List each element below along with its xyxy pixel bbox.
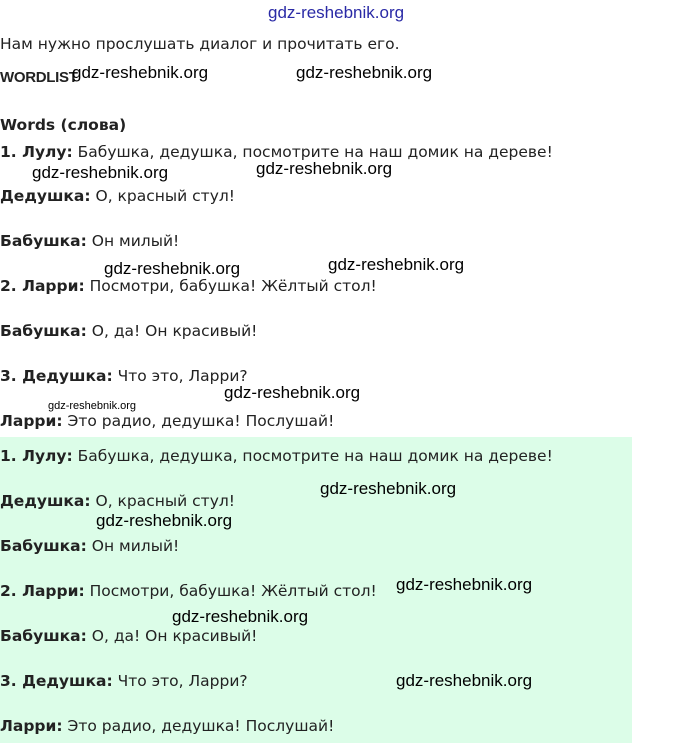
watermark: gdz-reshebnik.org <box>172 607 309 626</box>
speaker: 2. Ларри: <box>0 277 85 295</box>
speaker: 1. Лулу: <box>0 143 73 161</box>
line-text: О, красный стул! <box>90 187 235 205</box>
line-text: Он милый! <box>86 537 180 555</box>
speaker: 1. Лулу: <box>0 447 73 465</box>
line-text: Посмотри, бабушка! Жёлтый стол! <box>84 277 377 295</box>
speaker: Бабушка: <box>0 627 87 645</box>
watermark: gdz-reshebnik.org <box>224 383 361 402</box>
dialog-line <box>0 322 257 340</box>
dialog-line-highlighted <box>0 672 248 690</box>
dialog-line-highlighted <box>0 492 235 510</box>
watermark: gdz-reshebnik.org <box>328 255 465 274</box>
watermark-small: gdz-reshebnik.org <box>48 400 137 412</box>
speaker: Дедушка: <box>0 492 91 510</box>
watermark: gdz-reshebnik.org <box>296 63 433 82</box>
dialog-line <box>0 277 377 295</box>
dialog-line <box>0 412 334 430</box>
line-text: Посмотри, бабушка! Жёлтый стол! <box>84 582 377 600</box>
line-text: Это радио, дедушка! Послушай! <box>62 412 335 430</box>
watermark-top: gdz-reshebnik.org <box>268 3 405 22</box>
watermark: gdz-reshebnik.org <box>320 479 457 498</box>
speaker: 3. Дедушка: <box>0 672 113 690</box>
line-text: О, да! Он красивый! <box>86 322 258 340</box>
speaker: Дедушка: <box>0 187 91 205</box>
watermark: gdz-reshebnik.org <box>32 163 169 182</box>
line-text: Бабушка, дедушка, посмотрите на наш домик на дереве! <box>72 447 553 465</box>
dialog-line-highlighted <box>0 447 553 465</box>
dialog-line <box>0 232 179 250</box>
dialog-line-highlighted <box>0 717 334 735</box>
line-text: О, да! Он красивый! <box>86 627 258 645</box>
speaker: Ларри: <box>0 717 63 735</box>
intro-text: Нам нужно прослушать диалог и прочитать его. <box>0 35 400 53</box>
watermark: gdz-reshebnik.org <box>104 259 241 278</box>
line-text: Это радио, дедушка! Послушай! <box>62 717 335 735</box>
speaker: 2. Ларри: <box>0 582 85 600</box>
line-text: Что это, Ларри? <box>112 367 248 385</box>
speaker: Бабушка: <box>0 232 87 250</box>
dialog-line <box>0 187 235 205</box>
line-text: Бабушка, дедушка, посмотрите на наш домик на дереве! <box>72 143 553 161</box>
wordlist-heading: WORDLIST <box>0 69 78 86</box>
speaker: 3. Дедушка: <box>0 367 113 385</box>
speaker: Ларри: <box>0 412 63 430</box>
line-text: Он милый! <box>86 232 180 250</box>
speaker: Бабушка: <box>0 322 87 340</box>
line-text: Что это, Ларри? <box>112 672 248 690</box>
dialog-line-highlighted <box>0 627 257 645</box>
watermark: gdz-reshebnik.org <box>396 671 533 690</box>
speaker: Бабушка: <box>0 537 87 555</box>
words-heading: Words (слова) <box>0 116 127 134</box>
watermark: gdz-reshebnik.org <box>256 159 393 178</box>
watermark: gdz-reshebnik.org <box>72 63 209 82</box>
line-text: О, красный стул! <box>90 492 235 510</box>
dialog-line-highlighted <box>0 582 377 600</box>
dialog-line <box>0 367 248 385</box>
dialog-line-highlighted <box>0 537 179 555</box>
watermark: gdz-reshebnik.org <box>396 575 533 594</box>
watermark: gdz-reshebnik.org <box>96 511 233 530</box>
